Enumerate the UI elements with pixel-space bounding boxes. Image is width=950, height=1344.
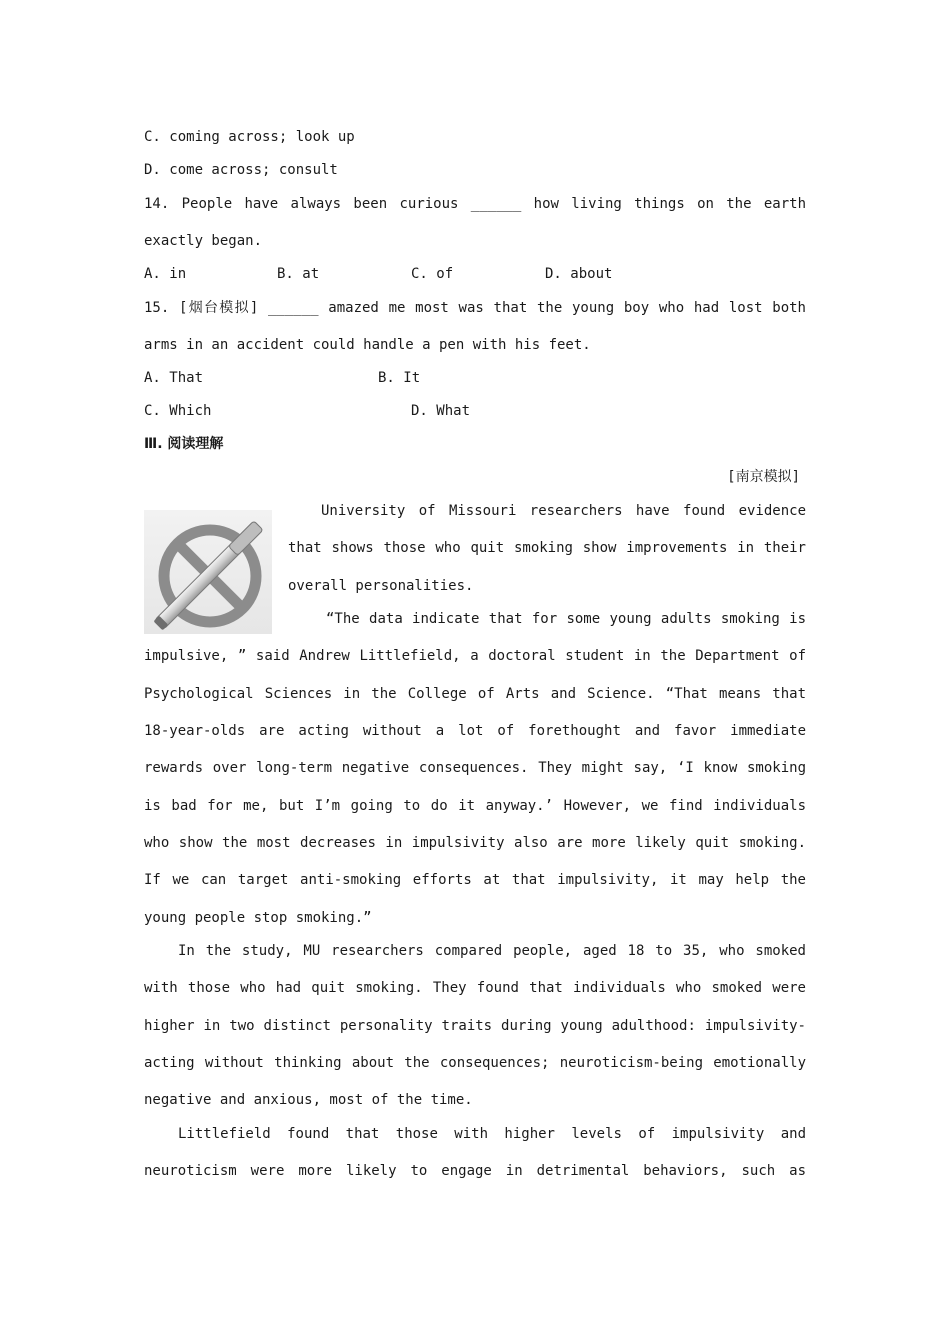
passage-line-7: 18-year-olds are acting without a lot of forethought and favor immediate: [144, 723, 806, 739]
q15-option-a: A. That: [144, 370, 204, 386]
passage-line-12: young people stop smoking.”: [144, 910, 372, 926]
passage-line-17: negative and anxious, most of the time.: [144, 1092, 473, 1108]
q15-stem-line2: arms in an accident could handle a pen with his feet.: [144, 337, 591, 353]
passage-line-4: “The data indicate that for some young adults smoking is: [326, 611, 806, 627]
passage-line-5: impulsive, ” said Andrew Littlefield, a doctoral student in the Department of: [144, 648, 806, 664]
passage-line-3: overall personalities.: [288, 578, 474, 594]
passage-source-tag: [南京模拟]: [727, 469, 800, 485]
passage-line-18: Littlefield found that those with higher levels of impulsivity and: [178, 1126, 806, 1142]
q15-option-b: B. It: [378, 370, 421, 386]
passage-line-8: rewards over long-term negative consequences. They might say, ‘I know smoking: [144, 760, 806, 776]
passage-line-1: University of Missouri researchers have found evidence: [321, 503, 806, 519]
q15-stem-line1: 15. [烟台模拟] ______ amazed me most was that the young boy who had lost both: [144, 300, 806, 316]
q14-stem-line1: 14. People have always been curious ______ how living things on the earth: [144, 196, 806, 212]
no-smoking-image: [144, 510, 272, 634]
passage-line-6: Psychological Sciences in the College of Arts and Science. “That means that: [144, 686, 806, 702]
passage-line-15: higher in two distinct personality traits during young adulthood: impulsivity-: [144, 1018, 806, 1034]
q14-option-d: D. about: [545, 266, 613, 282]
passage-line-9: is bad for me, but I’m going to do it anyway.’ However, we find individuals: [144, 798, 806, 814]
q15-option-c: C. Which: [144, 403, 212, 419]
q15-option-d: D. What: [411, 403, 471, 419]
passage-line-19: neuroticism were more likely to engage in detrimental behaviors, such as: [144, 1163, 806, 1179]
q14-option-c: C. of: [411, 266, 454, 282]
q14-option-b: B. at: [277, 266, 320, 282]
passage-line-14: with those who had quit smoking. They found that individuals who smoked were: [144, 980, 806, 996]
passage-line-10: who show the most decreases in impulsivity also are more likely quit smoking.: [144, 835, 806, 851]
q14-stem-line2: exactly began.: [144, 233, 263, 249]
q14-option-a: A. in: [144, 266, 187, 282]
passage-line-2: that shows those who quit smoking show improvements in their: [288, 540, 806, 556]
q13-option-c: C. coming across; look up: [144, 129, 355, 145]
passage-line-13: In the study, MU researchers compared people, aged 18 to 35, who smoked: [178, 943, 806, 959]
no-smoking-icon: [144, 510, 272, 634]
section-heading-reading: Ⅲ. 阅读理解: [144, 436, 224, 452]
q13-option-d: D. come across; consult: [144, 162, 338, 178]
passage-line-16: acting without thinking about the consequences; neuroticism-being emotionally: [144, 1055, 806, 1071]
passage-line-11: If we can target anti-smoking efforts at that impulsivity, it may help the: [144, 872, 806, 888]
